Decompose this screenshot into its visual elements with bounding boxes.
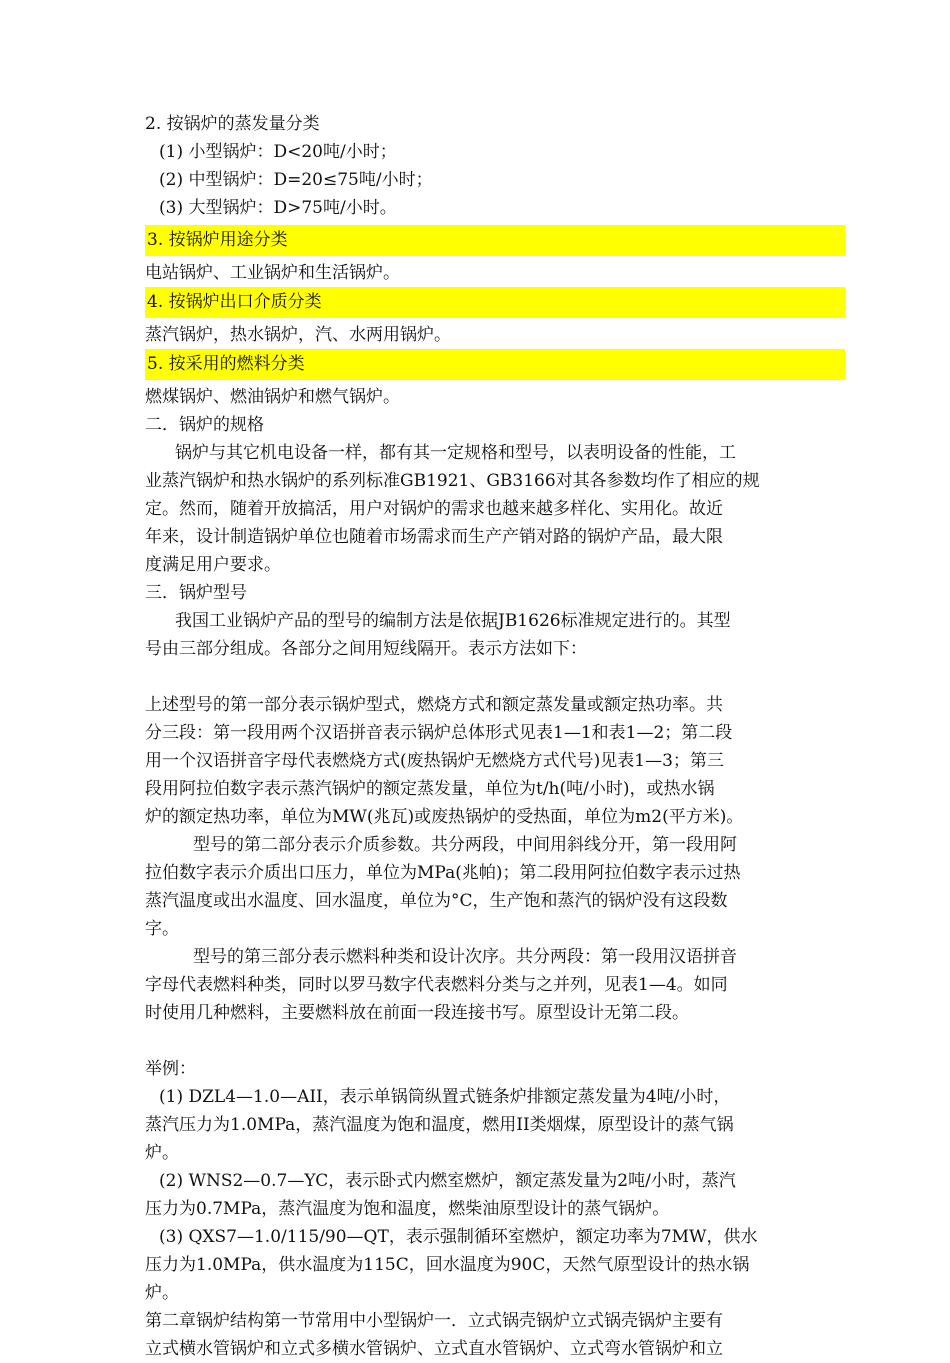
part3-line: 型号的第三部分表示燃料种类和设计次序。共分两段：第一段用汉语拼音: [193, 947, 737, 967]
list-item: (2) 中型锅炉：D=20≤75吨/小时；: [159, 170, 433, 190]
example-line: 蒸汽压力为1.0MPa，蒸汽温度为饱和温度，燃用II类烟煤，原型设计的蒸气锅: [145, 1115, 734, 1135]
example-line: (1) DZL4—1.0—AII，表示单锅筒纵置式链条炉排额定蒸发量为4吨/小时，: [159, 1087, 731, 1107]
list-item: (1) 小型锅炉：D<20吨/小时；: [159, 142, 397, 162]
example-line: 压力为1.0MPa，供水温度为115C，回水温度为90C，天然气原型设计的热水锅: [145, 1255, 750, 1275]
part2-line: 字。: [145, 919, 179, 939]
blank-line: [145, 1027, 845, 1055]
part1-line: 上述型号的第一部分表示锅炉型式，燃烧方式和额定蒸发量或额定热功率。共: [145, 695, 723, 715]
example-line: (2) WNS2—0.7—YC，表示卧式内燃室燃炉，额定蒸发量为2吨/小时，蒸汽: [159, 1171, 736, 1191]
example-line: 压力为0.7MPa，蒸汽温度为饱和温度，燃柴油原型设计的蒸气锅炉。: [145, 1199, 670, 1219]
section-4-heading: 4. 按锅炉出口介质分类: [145, 287, 845, 318]
document-page: [145, 110, 845, 1363]
examples-heading: 举例：: [145, 1059, 196, 1079]
part2-line: 型号的第二部分表示介质参数。共分两段，中间用斜线分开，第一段用阿: [193, 835, 737, 855]
section-4-body: 蒸汽锅炉，热水锅炉，汽、水两用锅炉。: [145, 325, 451, 345]
list-item: (3) 大型锅炉：D>75吨/小时。: [159, 198, 397, 218]
example-line: (3) QXS7—1.0/115/90—QT，表示强制循环室燃炉，额定功率为7MW，供水: [159, 1227, 758, 1247]
section-5-body: 燃煤锅炉、燃油锅炉和燃气锅炉。: [145, 387, 400, 407]
example-line: 炉。: [145, 1283, 179, 1303]
part3-line: 时使用几种燃料，主要燃料放在前面一段连接书写。原型设计无第二段。: [145, 1003, 689, 1023]
part1-line: 炉的额定热功率，单位为MW(兆瓦)或废热锅炉的受热面，单位为m2(平方米)。: [145, 807, 744, 827]
section-5-heading: 5. 按采用的燃料分类: [145, 349, 845, 380]
part1-line: 用一个汉语拼音字母代表燃烧方式(废热锅炉无燃烧方式代号)见表1—3；第三: [145, 751, 724, 771]
model-intro-line: 号由三部分组成。各部分之间用短线隔开。表示方法如下：: [145, 639, 587, 659]
spec-line: 定。然而，随着开放搞活，用户对锅炉的需求也越来越多样化、实用化。故近: [145, 499, 723, 519]
spec-line: 度满足用户要求。: [145, 555, 281, 575]
section-3-heading: 3. 按锅炉用途分类: [145, 225, 845, 256]
spec-heading: 二．锅炉的规格: [145, 415, 264, 435]
model-heading: 三．锅炉型号: [145, 583, 247, 603]
chapter2-line: 第二章锅炉结构第一节常用中小型锅炉一．立式锅壳锅炉立式锅壳锅炉主要有: [145, 1311, 723, 1331]
section-2-heading: 2. 按锅炉的蒸发量分类: [145, 114, 320, 134]
example-line: 炉。: [145, 1143, 179, 1163]
blank-line: [145, 663, 845, 691]
section-3-body: 电站锅炉、工业锅炉和生活锅炉。: [145, 263, 400, 283]
part1-line: 段用阿拉伯数字表示蒸汽锅炉的额定蒸发量，单位为t/h(吨/小时)，或热水锅: [145, 779, 715, 799]
part2-line: 蒸汽温度或出水温度、回水温度，单位为°C，生产饱和蒸汽的锅炉没有这段数: [145, 891, 728, 911]
spec-line: 锅炉与其它机电设备一样，都有其一定规格和型号，以表明设备的性能，工: [175, 443, 736, 463]
spec-line: 业蒸汽锅炉和热水锅炉的系列标准GB1921、GB3166对其各参数均作了相应的规: [145, 471, 760, 491]
part1-line: 分三段：第一段用两个汉语拼音表示锅炉总体形式见表1—1和表1—2；第二段: [145, 723, 733, 743]
part2-line: 拉伯数字表示介质出口压力，单位为MPa(兆帕)；第二段用阿拉伯数字表示过热: [145, 863, 741, 883]
spec-line: 年来，设计制造锅炉单位也随着市场需求而生产产销对路的锅炉产品，最大限: [145, 527, 723, 547]
part3-line: 字母代表燃料种类，同时以罗马数字代表燃料分类与之并列，见表1—4。如同: [145, 975, 728, 995]
model-intro-line: 我国工业锅炉产品的型号的编制方法是依据JB1626标准规定进行的。其型: [175, 611, 731, 631]
chapter2-line: 立式横水管锅炉和立式多横水管锅炉、立式直水管锅炉、立式弯水管锅炉和立: [145, 1339, 723, 1359]
